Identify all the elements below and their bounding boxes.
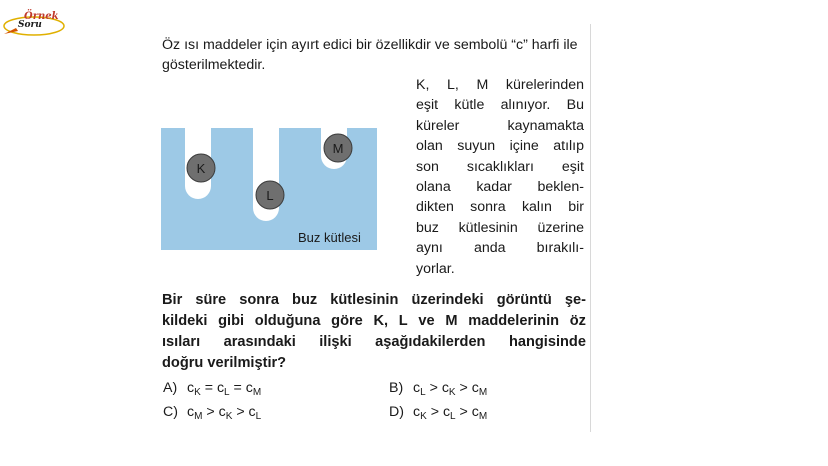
option-c[interactable] (163, 404, 261, 422)
sphere-l (256, 181, 284, 209)
specific-heat-term: $c_K$ (218, 404, 233, 422)
description-word: buz (416, 219, 439, 236)
relation-operator: > (455, 404, 472, 420)
option-b[interactable] (389, 380, 487, 398)
specific-heat-term: $c_K$ (441, 380, 456, 398)
specific-heat-term: $c_M$ (187, 404, 203, 422)
option-a[interactable] (163, 380, 261, 398)
question-word: görüntü (496, 292, 552, 308)
description-word: kaynamakta (507, 117, 584, 134)
description-line (416, 197, 584, 217)
sphere-k-label: K (196, 161, 206, 176)
description-word: kütle (454, 97, 485, 114)
specific-heat-term: $c_M$ (245, 380, 262, 398)
question-word: şe- (564, 292, 586, 308)
specific-heat-term: $c_M$ (471, 404, 488, 422)
question-word: süre (195, 292, 227, 308)
question-word: olduğuna (254, 313, 321, 329)
description-word: beklen- (537, 179, 584, 196)
specific-heat-term: $c_M$ (471, 380, 488, 398)
description-word: sıcaklıkları (466, 158, 534, 175)
question-word: arasındaki (223, 334, 296, 350)
question-word: kütlesinin (330, 292, 399, 308)
question-word: Bir (162, 292, 183, 308)
description-word: Bu (566, 97, 584, 114)
description-word: suyun (457, 138, 496, 155)
specific-heat-term: $c_L$ (413, 380, 426, 398)
relation-operator: > (455, 380, 472, 396)
question-word: ısıları (162, 334, 201, 350)
description-word: küreler (416, 117, 460, 134)
specific-heat-term: $c_K$ (187, 380, 201, 398)
logo-text-secondary: Soru (18, 20, 42, 30)
question-word: ve (418, 313, 435, 329)
question-text (162, 290, 586, 374)
sphere-k (187, 154, 215, 182)
question-word: gibi (218, 313, 245, 329)
description-word: olan (416, 138, 443, 155)
description-word: kadar (476, 179, 512, 196)
description-word: olana (416, 179, 451, 196)
description-word: bir (568, 199, 584, 216)
description-line (416, 259, 584, 279)
description-word: kalın (521, 199, 552, 216)
option-letter: A) (163, 380, 178, 396)
question-word: buz (292, 292, 318, 308)
option-letter: B) (389, 380, 404, 396)
question-word: göre (331, 313, 363, 329)
description-word: içine (509, 138, 539, 155)
question-line (162, 332, 586, 353)
description-line (416, 218, 584, 238)
description-line (416, 177, 584, 197)
description-word: sonra (470, 199, 506, 216)
description-word: yorlar. (416, 260, 455, 277)
experiment-description (416, 75, 584, 279)
description-word: alınıyor. (500, 97, 551, 114)
question-word: sonra (239, 292, 279, 308)
description-line (416, 238, 584, 258)
relation-operator: > (425, 380, 442, 396)
description-line (416, 157, 584, 177)
description-line (416, 116, 584, 136)
description-word: bırakılı- (536, 240, 584, 257)
description-word: eşit (416, 97, 439, 114)
question-line (162, 311, 586, 332)
question-word: M (445, 313, 458, 329)
question-word: L (398, 313, 408, 329)
option-letter: C) (163, 404, 178, 420)
ice-block-label: Buz kütlesi (298, 230, 361, 245)
description-word: aynı (416, 240, 443, 257)
relation-operator: > (202, 404, 219, 420)
question-word: maddelerinin (468, 313, 560, 329)
description-word: L, (447, 77, 459, 93)
intro-paragraph: Öz ısı maddeler için ayırt edici bir özellikdir ve sembolü “c” harfi ile gösterilmektedir. (162, 37, 578, 73)
relation-operator: = (200, 380, 217, 396)
description-word: üzerine (537, 219, 584, 236)
description-word: kürelerinden (505, 77, 584, 93)
description-line (416, 75, 584, 95)
question-word: aşağıdakilerden (375, 334, 486, 350)
question-word: hangisinde (508, 334, 586, 350)
specific-heat-term: $c_L$ (248, 404, 262, 422)
sphere-m-label: M (332, 141, 344, 156)
question-word: K, (373, 313, 389, 329)
description-word: atılıp (553, 138, 584, 155)
sphere-l-label: L (266, 188, 274, 203)
question-word: doğru (162, 355, 204, 371)
logo-text-primary: Örnek (24, 11, 59, 22)
specific-heat-term: $c_L$ (442, 404, 456, 422)
description-word: K, (416, 77, 430, 93)
description-word: kütlesinin (458, 219, 518, 236)
relation-operator: > (426, 404, 443, 420)
sphere-m (324, 134, 352, 162)
question-line (162, 290, 586, 311)
description-word: dikten (416, 199, 454, 216)
question-word: verilmiştir? (207, 355, 287, 371)
question-word: ilişki (319, 334, 352, 350)
description-word: eşit (561, 158, 584, 175)
question-word: üzerindeki (411, 292, 484, 308)
description-word: son (416, 158, 439, 175)
question-word: öz (569, 313, 586, 329)
option-d[interactable] (389, 404, 487, 422)
question-line (162, 353, 586, 374)
page-divider (590, 24, 591, 432)
option-letter: D) (389, 404, 404, 420)
description-word: M (476, 77, 489, 93)
description-line (416, 136, 584, 156)
description-line (416, 95, 584, 115)
description-word: anda (473, 240, 506, 257)
specific-heat-term: $c_L$ (216, 380, 230, 398)
specific-heat-term: $c_K$ (413, 404, 427, 422)
relation-operator: > (232, 404, 249, 420)
relation-operator: = (229, 380, 246, 396)
question-word: kildeki (162, 313, 208, 329)
